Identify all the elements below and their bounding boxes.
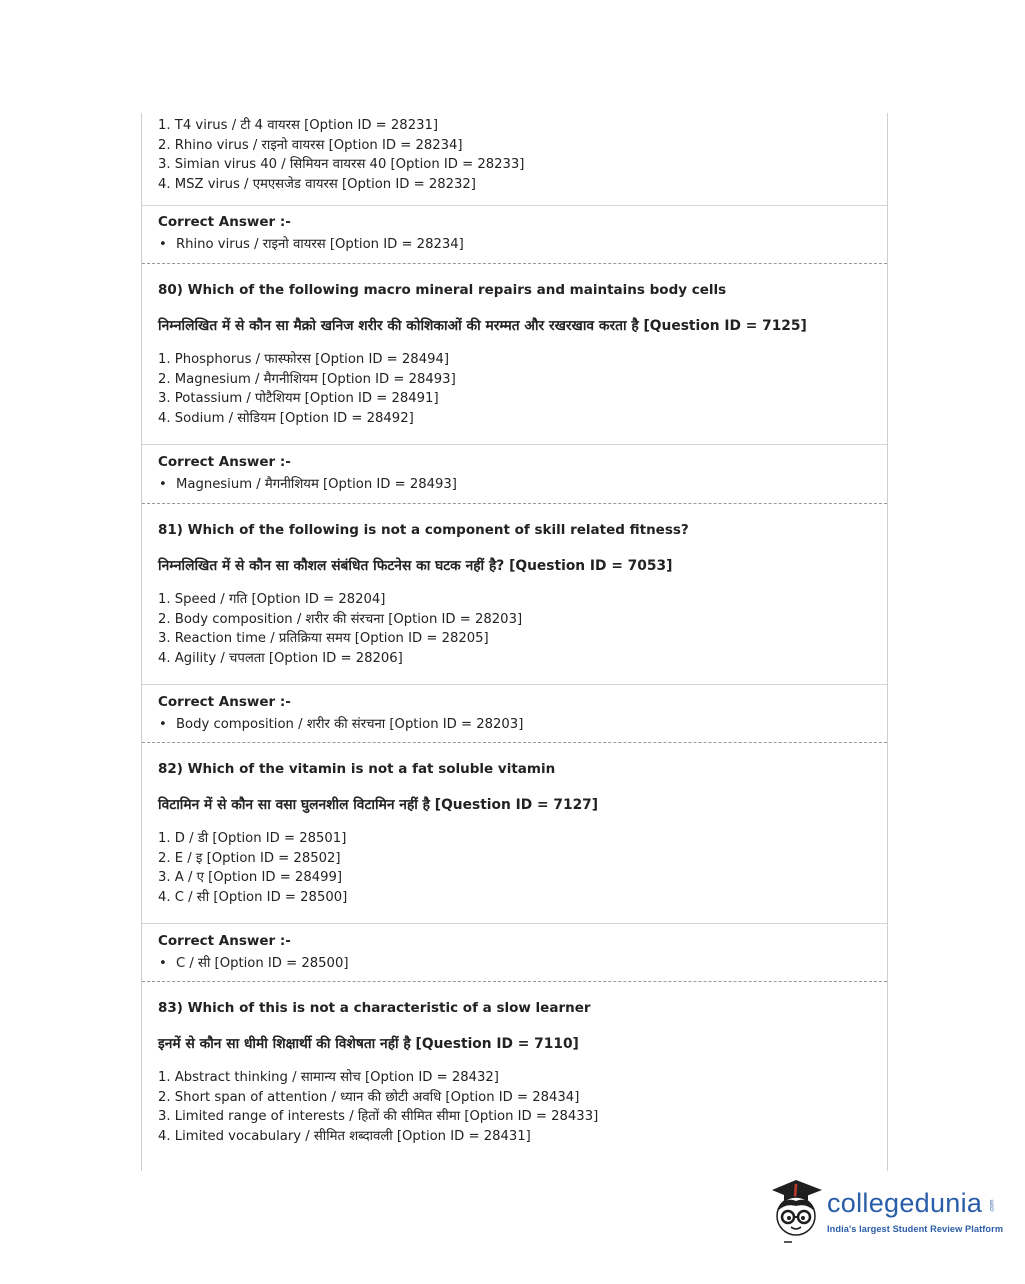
correct-answer-value: • Body composition / शरीर की संरचना [Option ID = 28203] [159, 717, 524, 732]
logo-tagline: India's largest Student Review Platform [827, 1224, 1004, 1234]
question-82-correct-answer [142, 924, 887, 981]
option: 2. Magnesium / मैगनीशियम [Option ID = 28493] [158, 371, 456, 387]
correct-answer-label: Correct Answer :- [158, 694, 291, 710]
question-80-correct-answer [142, 445, 887, 503]
option: 3. Reaction time / प्रतिक्रिया समय [Option ID = 28205] [158, 631, 489, 646]
option: 4. Sodium / सोडियम [Option ID = 28492] [158, 410, 414, 426]
question-text-hindi: विटामिन में से कौन सा वसा घुलनशील विटामिन नहीं है [Question ID = 7127] [158, 797, 599, 813]
option: 1. T4 virus / टी 4 वायरस [Option ID = 28231] [158, 118, 439, 133]
question-text-english: 82) Which of the vitamin is not a fat soluble vitamin [158, 761, 556, 777]
option: 3. Limited range of interests / हितों की सीमित सीमा [Option ID = 28433] [158, 1109, 599, 1124]
option: 1. Speed / गति [Option ID = 28204] [158, 592, 386, 607]
question-text-hindi: निम्नलिखित में से कौन सा मैक्रो खनिज शरीर की कोशिकाओं की मरम्मत और रखरखाव करता है [Question ID = 7125] [158, 318, 807, 334]
question-79-options [142, 113, 887, 205]
option: 2. Body composition / शरीर की संरचना [Option ID = 28203] [158, 611, 523, 627]
question-81 [142, 504, 887, 684]
question-text-english: 83) Which of this is not a characteristic of a slow learner [158, 1000, 591, 1016]
question-paper-page [141, 113, 888, 1171]
correct-answer-label: Correct Answer :- [158, 454, 291, 470]
correct-answer-label: Correct Answer :- [158, 933, 291, 949]
option: 2. Short span of attention / ध्यान की छोटी अवधि [Option ID = 28434] [158, 1089, 580, 1105]
option: 3. Simian virus 40 / सिमियन वायरस 40 [Option ID = 28233] [158, 157, 525, 172]
graduate-mascot-icon [764, 1176, 828, 1246]
question-81-correct-answer [142, 685, 887, 742]
option: 2. Rhino virus / राइनो वायरस [Option ID = 28234] [158, 137, 463, 153]
question-text-english: 80) Which of the following macro mineral repairs and maintains body cells [158, 282, 727, 298]
correct-answer-value: • Magnesium / मैगनीशियम [Option ID = 28493] [159, 477, 457, 492]
option: 4. MSZ virus / एमएसजेड वायरस [Option ID = 28232] [158, 176, 476, 192]
question-82 [142, 743, 887, 923]
option: 4. Agility / चपलता [Option ID = 28206] [158, 650, 403, 666]
option: 4. Limited vocabulary / सीमित शब्दावली [Option ID = 28431] [158, 1128, 531, 1144]
question-text-hindi: निम्नलिखित में से कौन सा कौशल संबंधित फिटनेस का घटक नहीं है? [Question ID = 7053] [158, 558, 673, 574]
option: 1. Phosphorus / फास्फोरस [Option ID = 28494] [158, 352, 450, 367]
question-80 [142, 264, 887, 444]
option: 3. A / ए [Option ID = 28499] [158, 870, 343, 885]
logo-domain-suffix: .com [989, 1199, 996, 1213]
option: 2. E / इ [Option ID = 28502] [158, 850, 341, 866]
question-text-hindi: इनमें से कौन सा धीमी शिक्षार्थी की विशेषता नहीं है [Question ID = 7110] [158, 1036, 579, 1052]
option: 4. C / सी [Option ID = 28500] [158, 889, 348, 905]
option: 3. Potassium / पोटैशियम [Option ID = 28491] [158, 391, 439, 406]
option: 1. Abstract thinking / सामान्य सोच [Option ID = 28432] [158, 1070, 499, 1085]
question-79-correct-answer [142, 206, 887, 263]
collegedunia-logo [764, 1176, 1004, 1246]
question-83 [142, 982, 887, 1162]
correct-answer-value: • Rhino virus / राइनो वायरस [Option ID = 28234] [159, 237, 464, 252]
logo-wordmark: collegedunia [827, 1188, 983, 1218]
question-text-english: 81) Which of the following is not a component of skill related fitness? [158, 522, 689, 538]
correct-answer-value: • C / सी [Option ID = 28500] [159, 956, 349, 971]
option: 1. D / डी [Option ID = 28501] [158, 831, 347, 846]
correct-answer-label: Correct Answer :- [158, 214, 291, 230]
